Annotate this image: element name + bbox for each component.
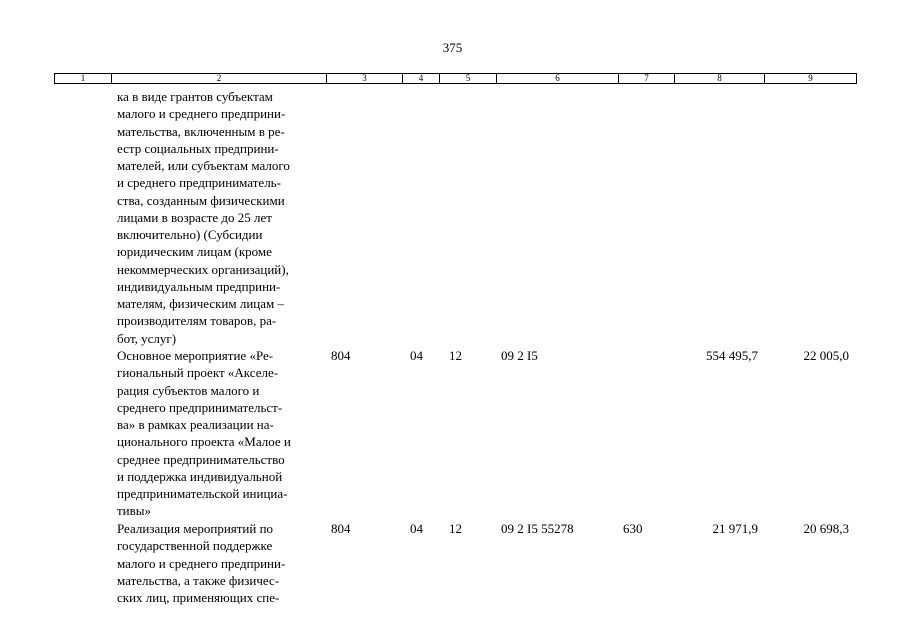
header-col-2: 2 [112,74,327,83]
text-line: естр социальных предприни- [117,140,279,156]
header-col-5: 5 [440,74,497,83]
text-line: среднее предпринимательство [117,451,285,467]
cell-col-8 [674,88,764,347]
header-col-6: 6 [497,74,619,83]
cell-col-7: 630 [623,521,643,536]
cell-col-4: 04 [410,348,423,363]
table-row [54,88,855,347]
cell-col-7 [618,347,674,520]
text-line: производителям товаров, ра- [117,313,277,329]
text-line: мателей, или субъектам малого [117,158,290,173]
text-line: юридическим лицам (кроме [117,244,272,260]
cell-col-3 [326,88,402,347]
cell-col-4: 04 [410,521,423,536]
text-line: и среднего предприниматель- [117,175,281,191]
text-line: и поддержка индивидуальной [117,468,283,484]
cell-col-1 [54,520,111,606]
text-line: ка в виде грантов субъектам [117,89,273,104]
text-line: ства, созданным физическими [117,192,285,208]
text-line: малого и среднего предприни- [117,106,286,122]
text-line: ских лиц, применяющих спе- [117,590,280,605]
cell-col-6 [496,88,618,347]
text-line: Реализация мероприятий по [117,521,274,536]
cell-col-9: 22 005,0 [803,348,849,363]
cell-col-9 [764,88,855,347]
text-line: мателям, физическим лицам – [117,296,284,311]
text-line: предпринимательской инициа- [117,486,288,501]
row-name-cell [111,347,326,520]
cell-col-3: 804 [331,521,351,536]
cell-col-6: 09 2 I5 55278 [501,521,574,536]
header-col-7: 7 [619,74,675,83]
text-line: малого и среднего предприни- [117,555,286,571]
cell-col-1 [54,347,111,520]
text-line: среднего предпринимательст- [117,399,283,415]
text-line: тивы» [117,503,152,519]
table-header-row [54,73,857,84]
cell-col-5 [439,88,496,347]
cell-col-8: 554 495,7 [706,348,758,363]
cell-col-9: 20 698,3 [803,521,849,536]
text-line: мательства, а также физичес- [117,572,280,588]
header-col-9: 9 [808,73,813,83]
text-line: лицами в возрасте до 25 лет [117,209,272,225]
text-line: Основное мероприятие «Ре- [117,348,274,363]
cell-col-7 [618,88,674,347]
text-line: включительно) (Субсидии [117,227,263,242]
cell-col-5: 12 [449,348,462,363]
text-line: рация субъектов малого и [117,382,260,398]
table-row [54,520,855,606]
cell-col-3: 804 [331,348,351,363]
cell-col-6: 09 2 I5 [501,348,538,363]
text-line: мательства, включенным в ре- [117,123,285,139]
text-line: ционального проекта «Малое и [117,434,291,450]
text-line: государственной поддержке [117,538,273,554]
text-line: ва» в рамках реализации на- [117,417,274,432]
row-name-cell [111,520,326,606]
header-col-3: 3 [327,74,403,83]
text-line: гиональный проект «Акселе- [117,365,279,381]
text-line: индивидуальным предприни- [117,278,281,294]
header-col-1: 1 [55,74,112,83]
cell-col-4 [402,88,439,347]
header-col-4: 4 [403,74,440,83]
row-name-cell [111,88,326,347]
page-number: 375 [442,40,463,55]
header-col-8: 8 [675,74,765,83]
cell-col-5: 12 [449,521,462,536]
text-line: бот, услуг) [117,330,177,346]
cell-col-1 [54,88,111,347]
table-row [54,347,855,520]
cell-col-8: 21 971,9 [712,521,758,536]
text-line: некоммерческих организаций), [117,261,289,277]
